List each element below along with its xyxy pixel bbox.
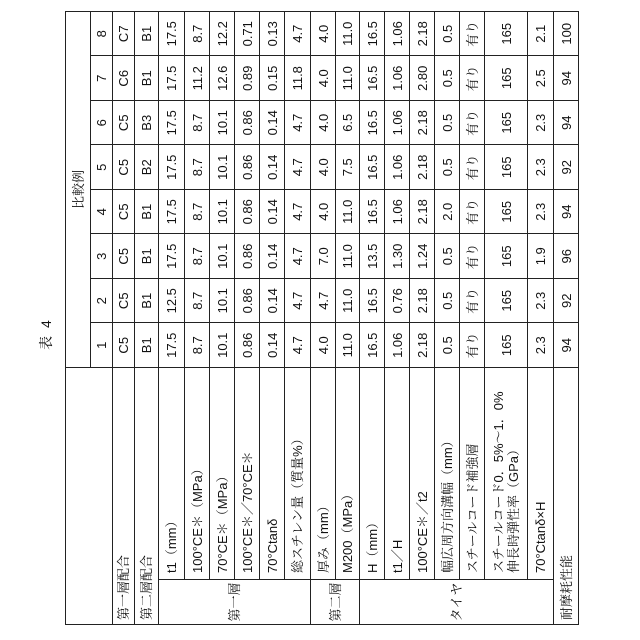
value-cell: 100 [554, 11, 579, 56]
row-ce-70 [210, 11, 235, 624]
value-cell: 2.80 [410, 56, 435, 101]
value-cell: 165 [485, 11, 528, 56]
group-label-tire: タイヤ [360, 580, 554, 625]
value-cell: 2.18 [410, 190, 435, 235]
value-cell: 0.5 [435, 101, 460, 146]
value-cell: 1.24 [410, 234, 435, 279]
value-cell: 165 [485, 190, 528, 235]
value-cell: 10.1 [210, 279, 235, 324]
value-cell: 11.0 [336, 323, 360, 368]
value-cell: 2.1 [528, 11, 554, 56]
value-cell: 4.0 [311, 145, 336, 190]
value-cell: 16.5 [360, 56, 385, 101]
value-cell: 1.06 [385, 56, 410, 101]
value-cell: 10.1 [210, 323, 235, 368]
value-cell: C5 [113, 279, 135, 324]
value-cell: 16.5 [360, 11, 385, 56]
row-wear-resistance [554, 11, 579, 624]
column-header: 3 [91, 234, 113, 279]
header-row-group [66, 11, 91, 624]
value-cell: B1 [135, 56, 159, 101]
value-cell: 0.5 [435, 323, 460, 368]
value-cell: 10.1 [210, 234, 235, 279]
group-label-first-layer: 第一層 [159, 580, 311, 625]
row-groove-width [435, 11, 460, 624]
value-cell: 2.3 [528, 279, 554, 324]
column-header: 4 [91, 190, 113, 235]
value-cell: 有り [460, 145, 485, 190]
value-cell: 0.86 [235, 190, 260, 235]
row-steel-cord-layer [460, 11, 485, 624]
column-header: 6 [91, 101, 113, 146]
value-cell: 0.5 [435, 56, 460, 101]
column-header: 1 [91, 323, 113, 368]
row-ce-100 [185, 11, 210, 624]
row-label: 幅広周方向溝幅（mm） [435, 368, 460, 580]
value-cell: 0.86 [235, 101, 260, 146]
value-cell: B1 [135, 279, 159, 324]
value-cell: 10.1 [210, 145, 235, 190]
value-cell: C6 [113, 56, 135, 101]
value-cell: 165 [485, 145, 528, 190]
value-cell: 0.86 [235, 323, 260, 368]
value-cell: C5 [113, 234, 135, 279]
value-cell: 0.5 [435, 234, 460, 279]
rotated-table-page [30, 12, 578, 625]
value-cell: 1.06 [385, 145, 410, 190]
value-cell: B2 [135, 145, 159, 190]
value-cell: 2.0 [435, 190, 460, 235]
value-cell: 有り [460, 279, 485, 324]
row-label: 厚み（mm） [311, 368, 336, 580]
value-cell: C5 [113, 190, 135, 235]
value-cell: 165 [485, 323, 528, 368]
row-t1-over-h [385, 11, 410, 624]
value-cell: 8.7 [185, 279, 210, 324]
value-cell: 1.06 [385, 190, 410, 235]
value-cell: 4.7 [311, 279, 336, 324]
value-cell: 6.5 [336, 101, 360, 146]
value-cell: 92 [554, 279, 579, 324]
value-cell: 11.0 [336, 234, 360, 279]
row-label: 70°Ctanδ×H [528, 368, 554, 580]
value-cell: 12.2 [210, 11, 235, 56]
value-cell: C7 [113, 11, 135, 56]
value-cell: 165 [485, 234, 528, 279]
row-label: 70°Ctanδ [260, 368, 285, 580]
value-cell: 2.18 [410, 279, 435, 324]
value-cell: 4.7 [285, 279, 311, 324]
row-label: H（mm） [360, 368, 385, 580]
value-cell: 有り [460, 11, 485, 56]
value-cell: 94 [554, 323, 579, 368]
value-cell: 165 [485, 101, 528, 146]
row-second-layer-compound [135, 11, 159, 624]
group-label-second-layer: 第二層 [311, 580, 360, 625]
value-cell: 8.7 [185, 11, 210, 56]
row-ce-ratio [235, 11, 260, 624]
value-cell: 0.14 [260, 234, 285, 279]
value-cell: 2.3 [528, 323, 554, 368]
value-cell: 16.5 [360, 190, 385, 235]
value-cell: 2.18 [410, 101, 435, 146]
value-cell: 94 [554, 101, 579, 146]
table-title: 表 4 [36, 305, 56, 363]
value-cell: 0.14 [260, 279, 285, 324]
value-cell: 17.5 [159, 11, 185, 56]
comparison-table [65, 11, 579, 625]
value-cell: 4.7 [285, 190, 311, 235]
value-cell: 0.14 [260, 190, 285, 235]
value-cell: 11.0 [336, 56, 360, 101]
value-cell: 4.7 [285, 101, 311, 146]
value-cell: 2.3 [528, 190, 554, 235]
value-cell: 17.5 [159, 234, 185, 279]
value-cell: 0.5 [435, 11, 460, 56]
row-label: 100°CE＊（MPa） [185, 368, 210, 580]
value-cell: 8.7 [185, 101, 210, 146]
value-cell: 有り [460, 56, 485, 101]
value-cell: 11.0 [336, 11, 360, 56]
column-header: 8 [91, 11, 113, 56]
value-cell: 12.6 [210, 56, 235, 101]
corner-cell [66, 368, 113, 625]
value-cell: 1.06 [385, 101, 410, 146]
value-cell: 0.5 [435, 145, 460, 190]
value-cell: 16.5 [360, 279, 385, 324]
value-cell: 0.14 [260, 145, 285, 190]
row-tan-delta [260, 11, 285, 624]
value-cell: 17.5 [159, 190, 185, 235]
row-styrene [285, 11, 311, 624]
value-cell: 17.5 [159, 323, 185, 368]
value-cell: 8.7 [185, 323, 210, 368]
value-cell: 4.0 [311, 323, 336, 368]
value-cell: 8.7 [185, 145, 210, 190]
value-cell: 11.0 [336, 279, 360, 324]
value-cell: 16.5 [360, 145, 385, 190]
row-m200 [336, 11, 360, 624]
column-header: 2 [91, 279, 113, 324]
column-header: 5 [91, 145, 113, 190]
value-cell: 2.18 [410, 145, 435, 190]
value-cell: 1.06 [385, 323, 410, 368]
value-cell: 0.13 [260, 11, 285, 56]
value-cell: 4.0 [311, 101, 336, 146]
value-cell: 0.71 [235, 11, 260, 56]
value-cell: B1 [135, 323, 159, 368]
row-label [485, 368, 528, 580]
row-label: スチールコード補強層 [460, 368, 485, 580]
row-h [360, 11, 385, 624]
value-cell: 4.0 [311, 11, 336, 56]
value-cell: 12.5 [159, 279, 185, 324]
value-cell: 17.5 [159, 56, 185, 101]
comparative-example-header: 比較例 [66, 11, 91, 367]
value-cell: 165 [485, 279, 528, 324]
value-cell: 92 [554, 145, 579, 190]
row-label-line: 伸長時弾性率（GPa） [506, 371, 521, 573]
value-cell: 2.3 [528, 145, 554, 190]
value-cell: 0.14 [260, 101, 285, 146]
value-cell: 0.89 [235, 56, 260, 101]
value-cell: 有り [460, 190, 485, 235]
row-steel-cord-modulus [485, 11, 528, 624]
value-cell: B1 [135, 234, 159, 279]
value-cell: 0.15 [260, 56, 285, 101]
value-cell: 17.5 [159, 145, 185, 190]
row-label: 耐摩耗性能 [554, 368, 579, 625]
value-cell: 7.0 [311, 234, 336, 279]
value-cell: 有り [460, 234, 485, 279]
row-ce-over-t2 [410, 11, 435, 624]
value-cell: 0.86 [235, 145, 260, 190]
row-thickness [311, 11, 336, 624]
value-cell: 4.7 [285, 323, 311, 368]
value-cell: 94 [554, 190, 579, 235]
value-cell: 17.5 [159, 101, 185, 146]
row-label: 100°CE＊／t2 [410, 368, 435, 580]
value-cell: 94 [554, 56, 579, 101]
row-tan-delta-h [528, 11, 554, 624]
value-cell: 16.5 [360, 323, 385, 368]
value-cell: 有り [460, 101, 485, 146]
value-cell: C5 [113, 101, 135, 146]
row-label: 総スチレン量（質量%） [285, 368, 311, 580]
row-label: t1／H [385, 368, 410, 580]
column-header: 7 [91, 56, 113, 101]
value-cell: B1 [135, 190, 159, 235]
row-label: t1（mm） [159, 368, 185, 580]
value-cell: 11.8 [285, 56, 311, 101]
value-cell: 1.06 [385, 11, 410, 56]
row-t1 [159, 11, 185, 624]
value-cell: 10.1 [210, 101, 235, 146]
value-cell: 0.86 [235, 234, 260, 279]
value-cell: 4.7 [285, 11, 311, 56]
row-label: 第二層配合 [135, 368, 159, 625]
row-first-layer-compound [113, 11, 135, 624]
value-cell: 7.5 [336, 145, 360, 190]
value-cell: C5 [113, 323, 135, 368]
row-label: 70°CE＊（MPa） [210, 368, 235, 580]
value-cell: 0.76 [385, 279, 410, 324]
value-cell: 1.30 [385, 234, 410, 279]
value-cell: 有り [460, 323, 485, 368]
value-cell: 165 [485, 56, 528, 101]
value-cell: 96 [554, 234, 579, 279]
value-cell: 11.2 [185, 56, 210, 101]
value-cell: 2.5 [528, 56, 554, 101]
value-cell: 4.7 [285, 234, 311, 279]
value-cell: 4.7 [285, 145, 311, 190]
value-cell: 0.86 [235, 279, 260, 324]
row-label: 100°CE＊／70°CE＊ [235, 368, 260, 580]
row-label: M200（MPa） [336, 368, 360, 580]
value-cell: 16.5 [360, 101, 385, 146]
value-cell: 0.14 [260, 323, 285, 368]
value-cell: 0.5 [435, 279, 460, 324]
value-cell: C5 [113, 145, 135, 190]
value-cell: 10.1 [210, 190, 235, 235]
value-cell: 1.9 [528, 234, 554, 279]
value-cell: 4.0 [311, 56, 336, 101]
value-cell: 8.7 [185, 190, 210, 235]
value-cell: 13.5 [360, 234, 385, 279]
value-cell: 4.0 [311, 190, 336, 235]
value-cell: 8.7 [185, 234, 210, 279]
row-label-line: スチールコード0．5%～1．0% [491, 371, 506, 573]
value-cell: 2.18 [410, 323, 435, 368]
value-cell: 2.18 [410, 11, 435, 56]
value-cell: 2.3 [528, 101, 554, 146]
value-cell: B1 [135, 11, 159, 56]
value-cell: 11.0 [336, 190, 360, 235]
row-label: 第一層配合 [113, 368, 135, 625]
value-cell: B3 [135, 101, 159, 146]
